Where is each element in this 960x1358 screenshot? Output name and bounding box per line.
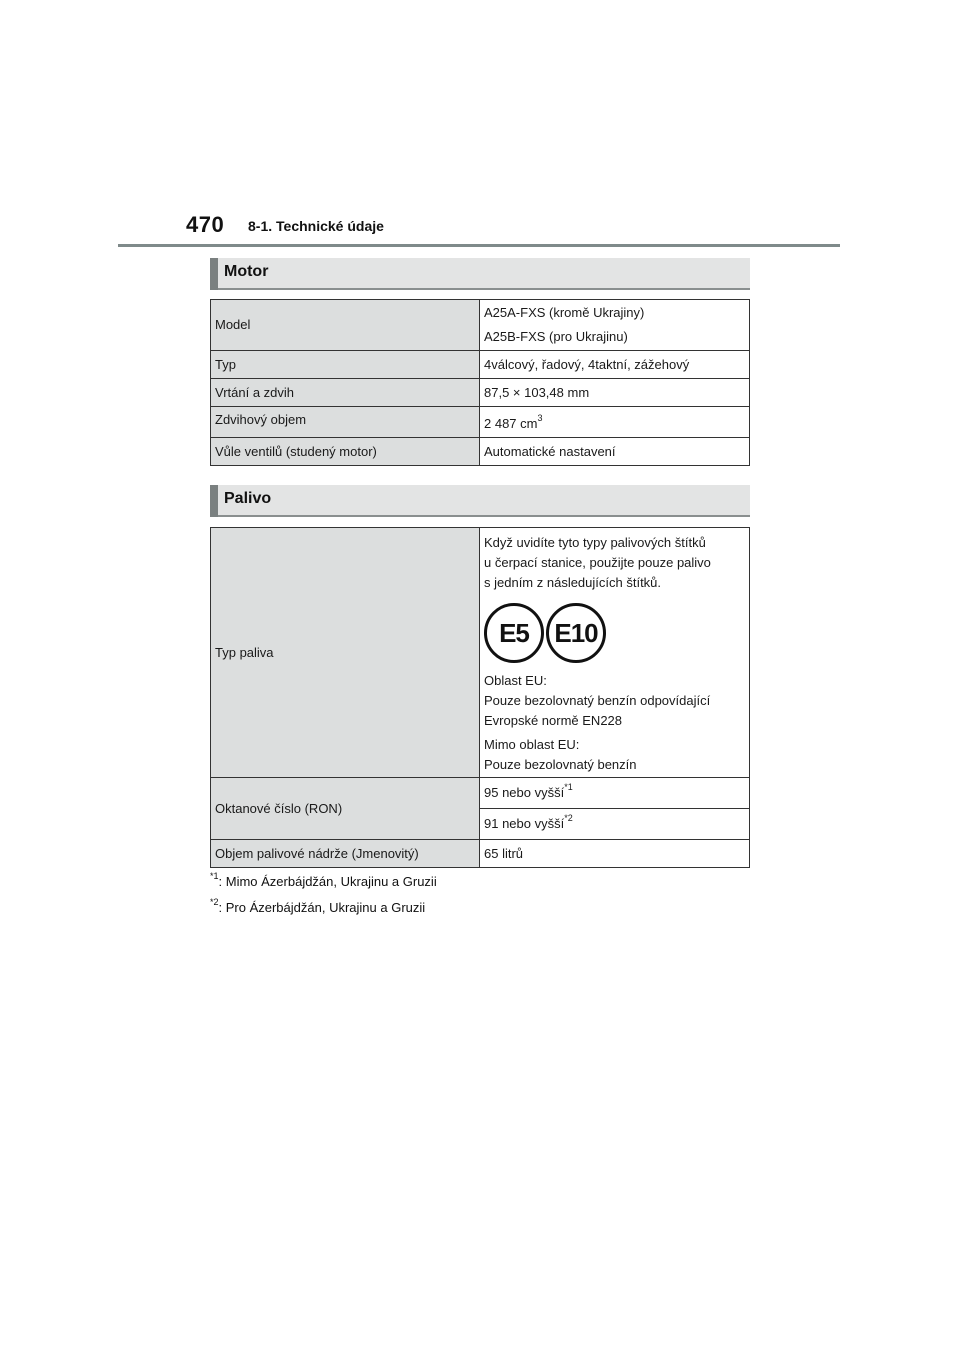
row-value-octane-2 — [480, 809, 750, 840]
section-accent — [210, 485, 218, 517]
section-title-motor: Motor — [224, 263, 269, 280]
row-key-displacement: Zdvihový objem — [211, 407, 480, 438]
displacement-value: 2 487 cm — [484, 416, 538, 431]
fuel-intro-line-1: Když uvidíte tyto typy palivových štítků — [484, 535, 706, 550]
footnote-1 — [210, 870, 437, 889]
section-title-palivo: Palivo — [224, 490, 272, 507]
table-row — [211, 300, 750, 351]
table-row — [211, 379, 750, 407]
footnote-text-2: : Pro Ázerbájdžán, Ukrajinu a Gruzii — [218, 900, 426, 915]
row-value-valve-clearance: Automatické nastavení — [480, 438, 750, 466]
row-value-type: 4válcový, řadový, 4taktní, zážehový — [480, 351, 750, 379]
eu-label: Oblast EU: — [484, 673, 547, 688]
row-key-tank-capacity: Objem palivové nádrže (Jmenovitý) — [211, 840, 480, 868]
eu-text-line-2: Evropské normě EN228 — [484, 713, 623, 728]
header-divider — [118, 244, 840, 247]
footnote-mark-1: *1 — [210, 870, 219, 881]
eu-text-line-1: Pouze bezolovnatý benzín odpovídající — [484, 693, 711, 708]
footnote-2 — [210, 896, 426, 915]
row-value-model — [480, 300, 750, 351]
table-row — [211, 407, 750, 438]
section-accent — [210, 258, 218, 290]
row-key-bore-stroke: Vrtání a zdvih — [211, 379, 480, 407]
row-value-octane-1 — [480, 778, 750, 809]
fuel-spec-table — [210, 527, 750, 868]
model-value-1: A25A-FXS (kromě Ukrajiny) — [484, 305, 645, 320]
section-header-palivo — [210, 485, 750, 517]
table-row — [211, 840, 750, 868]
chapter-title: 8-1. Technické údaje — [248, 218, 384, 234]
row-value-bore-stroke: 87,5 × 103,48 mm — [480, 379, 750, 407]
row-value-fuel-type — [480, 528, 750, 778]
model-value-2: A25B-FXS (pro Ukrajinu) — [484, 329, 628, 344]
octane-value-1: 95 nebo vyšší — [484, 785, 565, 800]
fuel-intro-line-2: u čerpací stanice, použijte pouze palivo — [484, 555, 711, 570]
motor-spec-table — [210, 299, 750, 466]
table-row — [211, 351, 750, 379]
table-row — [211, 438, 750, 466]
e10-fuel-label-icon: E10 — [546, 603, 606, 663]
non-eu-label: Mimo oblast EU: — [484, 737, 580, 752]
e5-fuel-label-icon: E5 — [484, 603, 544, 663]
row-key-type: Typ — [211, 351, 480, 379]
octane-value-2: 91 nebo vyšší — [484, 816, 565, 831]
section-header-motor — [210, 258, 750, 290]
row-value-tank-capacity: 65 litrů — [480, 840, 750, 868]
row-key-valve-clearance: Vůle ventilů (studený motor) — [211, 438, 480, 466]
non-eu-text: Pouze bezolovnatý benzín — [484, 757, 637, 772]
footnote-ref-1: *1 — [564, 781, 573, 792]
page-number: 470 — [186, 212, 225, 237]
table-row — [211, 778, 750, 809]
row-key-model: Model — [211, 300, 480, 351]
footnote-mark-2: *2 — [210, 896, 219, 907]
row-value-displacement — [480, 407, 750, 438]
fuel-label-badges — [484, 603, 745, 663]
footnote-ref-2: *2 — [564, 812, 573, 823]
footnote-text-1: : Mimo Ázerbájdžán, Ukrajinu a Gruzii — [218, 874, 437, 889]
fuel-intro-line-3: s jedním z následujících štítků. — [484, 575, 662, 590]
displacement-unit-exponent: 3 — [537, 412, 543, 423]
row-key-fuel-type: Typ paliva — [211, 528, 480, 778]
row-key-octane: Oktanové číslo (RON) — [211, 778, 480, 840]
table-row — [211, 528, 750, 778]
